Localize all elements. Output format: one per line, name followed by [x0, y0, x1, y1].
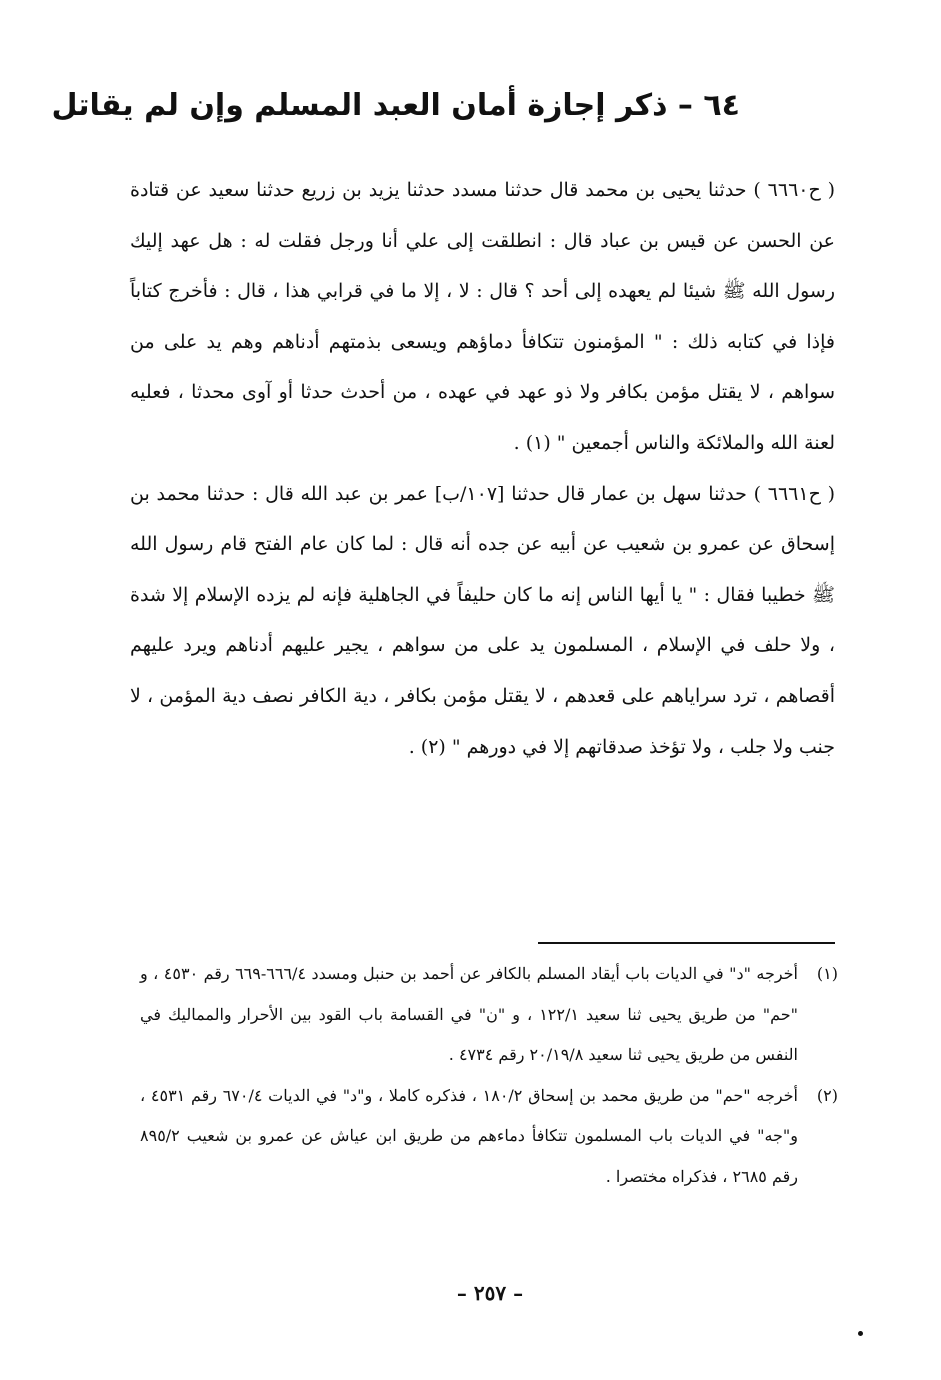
hadith-body — [130, 165, 835, 772]
hadith-6660: ( ح٦٦٦٠ ) حدثنا يحيى بن محمد قال حدثنا مسدد حدثنا يزيد بن زريع حدثنا سعيد عن قتادة عن الحسن عن قيس بن عباد قال : انطلقت إلى علي أنا ورجل فقلت له : هل عهد إليك رسول الله ﷺ شيئا لم يعهده إلى أحد ؟ قال : لا ، إلا ما في قرابي هذا ، قال : فأخرج كتاباً فإذا في كتابه ذلك : " المؤمنون تتكافأ دماؤهم ويسعى بذمتهم أدناهم وهم يد على من سواهم ، لا يقتل مؤمن بكافر ولا ذو عهد في عهده ، من أحدث حدثا أو آوى محدثا ، فعليه لعنة الله والملائكة والناس أجمعين " (١) . — [130, 179, 836, 454]
footnotes — [140, 954, 838, 1197]
footnote-2 — [140, 1076, 838, 1198]
hadith-6661: ( ح٦٦٦١ ) حدثنا سهل بن عمار قال حدثنا [١٠٧/ب] عمر بن عبد الله قال : حدثنا محمد بن إسحاق عن عمرو بن شعيب عن أبيه عن جده أنه قال : لما كان عام الفتح قام رسول الله ﷺ خطيبا فقال : " يا أيها الناس إنه ما كان حليفاً في الجاهلية فإنه لم يزده الإسلام إلا شدة ، ولا حلف في الإسلام ، المسلمون يد على من سواهم ، يجير عليهم أدناهم ويرد عليهم أقصاهم ، ترد سراياهم على قعدهم ، لا يقتل مؤمن بكافر ، دية الكافر نصف دية المؤمن ، لا جنب ولا جلب ، ولا تؤخذ صدقاتهم إلا في دورهم " (٢) . — [130, 482, 835, 758]
footnote-text: أخرجه "حم" من طريق محمد بن إسحاق ١٨٠/٢ ، فذكره كاملا ، و"د" في الديات ٦٧٠/٤ رقم ٤٥٣١ ، و"جه" في الديات باب المسلمون تتكافأ دماءهم من طريق ابن عياش عن عمرو بن شعيب ٨٩٥/٢ رقم ٢٦٨٥ ، فذكراه مختصرا . — [140, 1085, 799, 1186]
footnote-number: (١) — [816, 964, 838, 983]
page-number: – ٢٥٧ – — [456, 1281, 524, 1305]
footnote-text: أخرجه "د" في الديات باب أيقاد المسلم بالكافر عن أحمد بن حنبل ومسدد ٦٦٦/٤-٦٦٩ رقم ٤٥٣٠ ، و "حم" من طريق يحيى ثنا سعيد ١٢٢/١ ، و "ن" في القسامة باب القود بين الأحرار والمماليك في النفس من طريق يحيى ثنا سعيد ٢٠/١٩/٨ رقم ٤٧٣٤ . — [140, 964, 799, 1064]
chapter-heading: ٦٤ – ذكر إجازة أمان العبد المسلم وإن لم يقاتل — [51, 88, 740, 123]
footnote-divider — [538, 942, 835, 944]
footnote-1 — [140, 954, 838, 1076]
footnote-number: (٢) — [816, 1085, 838, 1105]
scan-speck — [858, 1331, 863, 1336]
